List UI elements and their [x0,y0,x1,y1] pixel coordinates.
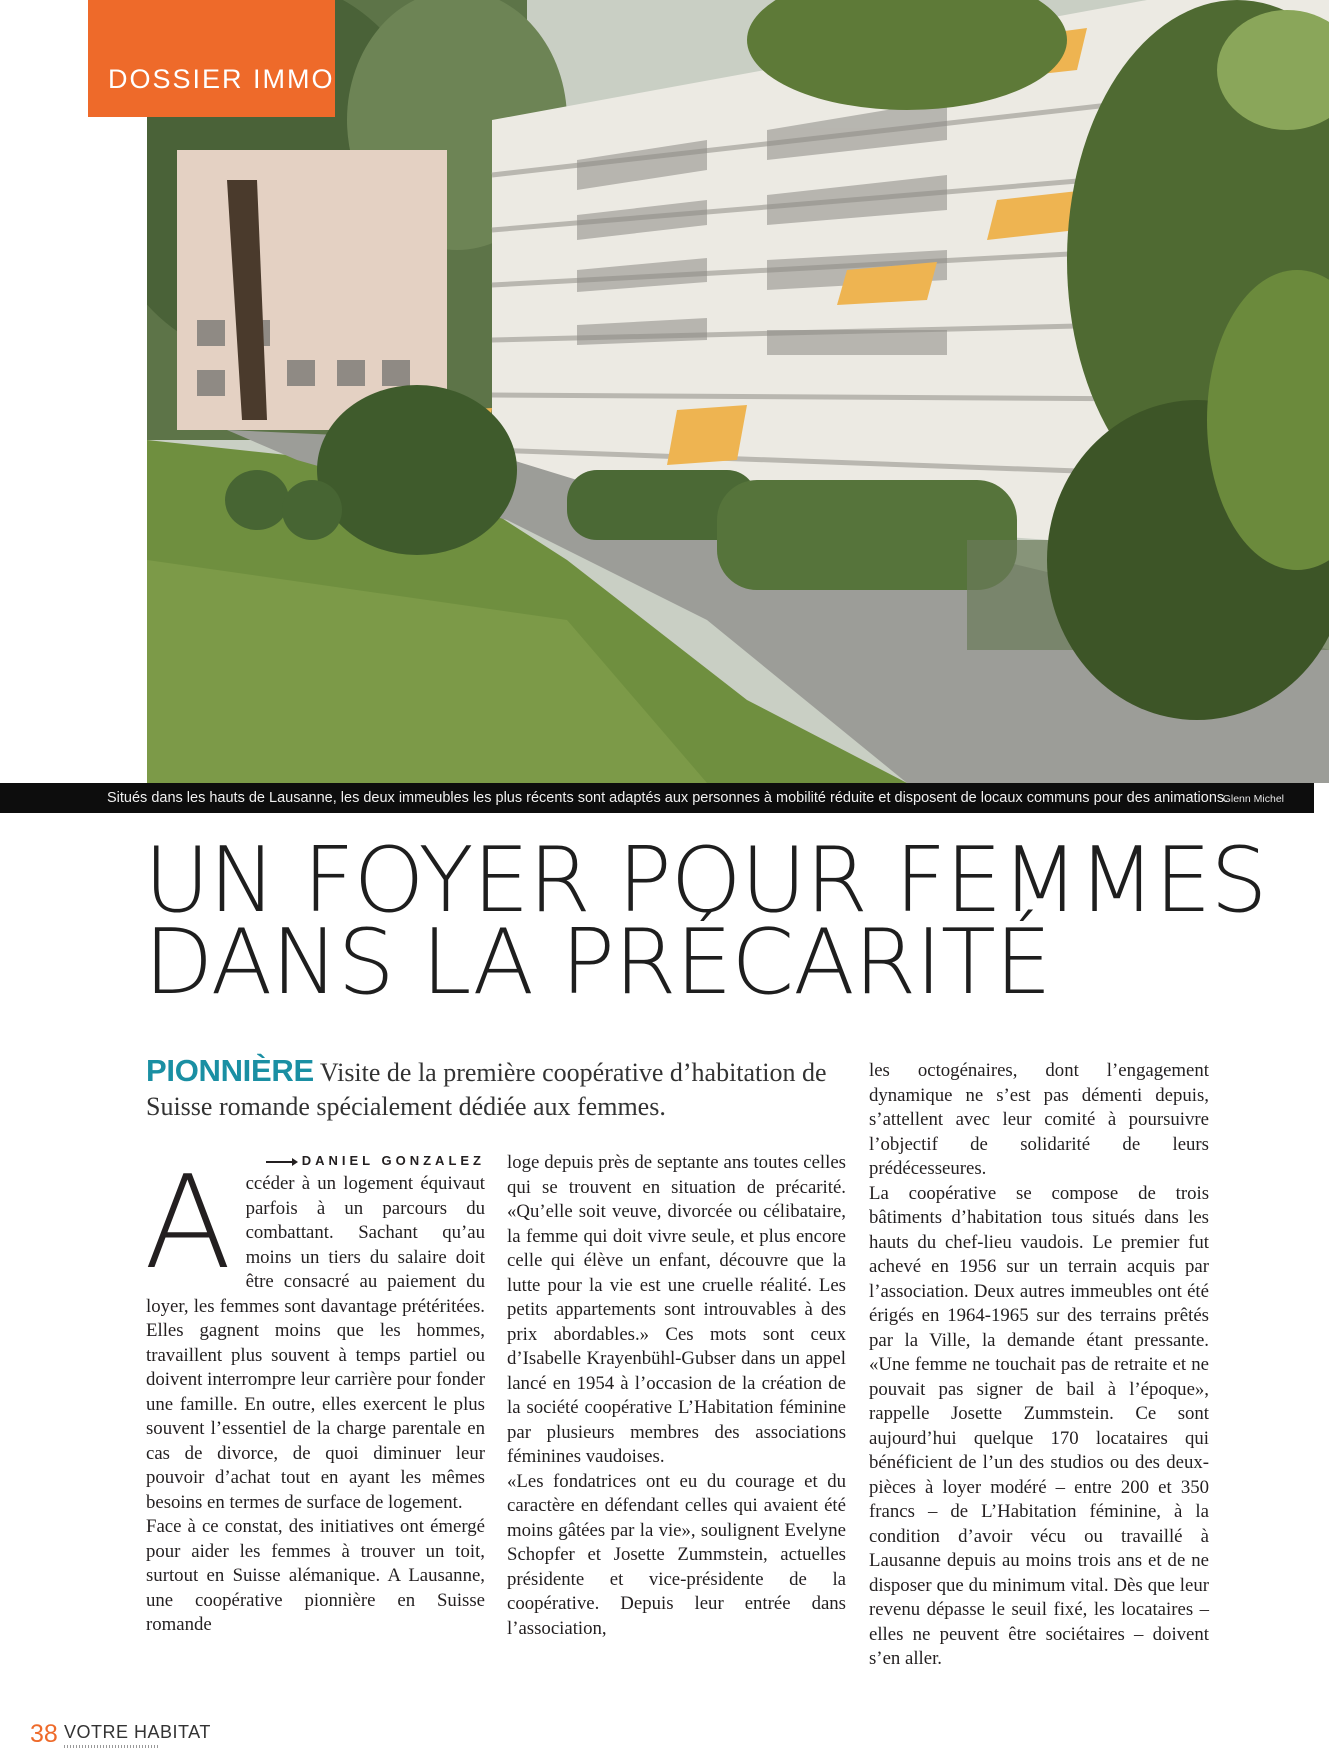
section-tag: DOSSIER IMMO [88,0,335,117]
page-number: 38 [30,1720,58,1748]
lead-text: Visite de la première coopérative d’habitation de Suisse romande spécialement dédiée aux femmes. [146,1058,827,1121]
article-lead [146,1054,836,1124]
paragraph-1-text: ccéder à un logement équivaut parfois à un parcours du combattant. Sachant qu’au moins un tiers du salaire doit être consacré au paiement du loyer, les femmes sont davantage prétéritées. Elles gagnent moins que les hommes, travaillent plus souvent à temps partiel ou doivent interrompre leur carrière pour fonder une famille. En outre, elles exercent le plus souvent l’essentiel de la charge parentale en cas de divorce, de quoi diminuer leur pouvoir d’achat tout en ayant les mêmes besoins en termes de surface de logement. [146,1173,485,1513]
article-column-3 [869,1059,1209,1672]
article-column-1 [146,1150,485,1638]
drop-cap: A [144,1149,232,1298]
paragraph-4: «Les fondatrices ont eu du courage et du caractère en défendant celles qui avaient été moins gâtées par la vie», soulignent Evelyne Schopfer et Josette Zummstein, actuelles présidente et vice-présidente de la coopérative. Depuis leur entrée dans l’association, [507,1470,846,1639]
paragraph-3: loge depuis près de septante ans toutes celles qui se trouvent en situation de précarité. «Qu’elle soit veuve, divorcée ou célibataire, la femme qui doit vivre seule, et plus encore celle qui élève un enfant, découvre que la lutte pour la vie est une cruelle réalité. Les petits appartements sont introuvables à des prix abordables.» Ces mots sont ceux d’Isabelle Krayenbühl-Gubser dans un appel lancé en 1954 à l’occasion de la création de la société coopérative L’Habitation féminine par plusieurs membres des associations féminines vaudoises. [507,1152,846,1467]
paragraph-2: Face à ce constat, des initiatives ont émergé pour aider les femmes à trouver un toit, surtout en Suisse alémanique. A Lausanne, une coopérative pionnière en Suisse romande [146,1516,485,1635]
photo-caption-bar [0,783,1314,813]
byline-author: DANIEL GONZALEZ [301,1153,485,1168]
byline-arrow-icon [266,1161,296,1163]
apartment-building-photo [147,0,1329,783]
article-column-2 [507,1151,846,1641]
paragraph-5: les octogénaires, dont l’engagement dynamique ne s’est pas démenti depuis, s’attellent avec leur comité à poursuivre l’objectif de solidarité de leurs prédécesseures. [869,1060,1209,1179]
hero-photo [147,0,1329,783]
photo-credit: Glenn Michel [1222,793,1284,805]
magazine-rule [64,1745,159,1748]
headline-line-1: UN FOYER POUR FEMMES [144,828,1267,933]
paragraph-6: La coopérative se compose de trois bâtiments d’habitation tous situés dans les hauts du chef-lieu vaudois. Le premier fut achevé en 1956 sur un terrain acquis par l’association. Deux autres immeubles ont été érigés en 1964-1965 sur des terrains prêtés par la Ville, la demande étant pressante. «Une femme ne touchait pas de retraite et ne pouvait pas signer de bail à l’époque», rappelle Josette Zummstein. Ce sont aujourd’hui quelque 170 locataires qui bénéficient de l’un des studios ou des deux-pièces à loyer modéré – entre 200 et 350 francs – de L’Habitation féminine, à la condition d’avoir vécu ou travaillé à Lausanne depuis au moins trois ans et de ne disposer que du minimum vital. Dès que leur revenu dépasse le seuil fixé, les locataires – elles ne peuvent être sociétaires – doivent s’en aller. [869,1182,1209,1669]
magazine-name: VOTRE HABITAT [64,1722,211,1742]
article-headline [144,828,1294,1015]
lead-kicker: PIONNIÈRE [146,1053,314,1088]
photo-caption: Situés dans les hauts de Lausanne, les deux immeubles les plus récents sont adaptés aux personnes à mobilité réduite et disposent de locaux communs pour des animations. [107,790,1229,806]
headline-line-2: DANS LA PRÉCARITÉ [144,910,1051,1015]
